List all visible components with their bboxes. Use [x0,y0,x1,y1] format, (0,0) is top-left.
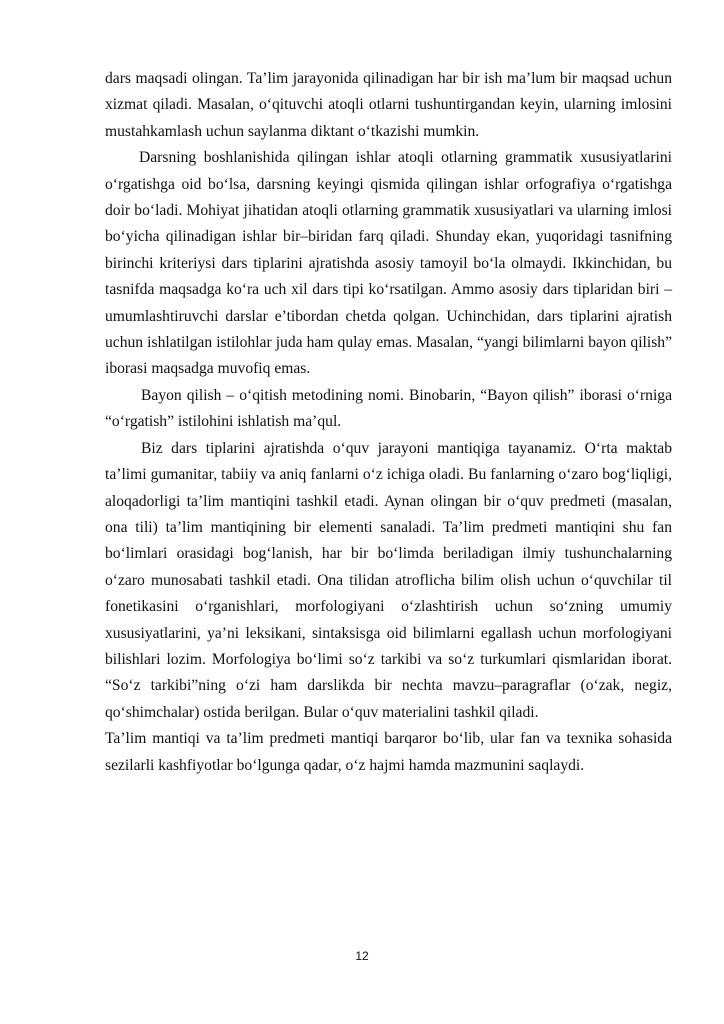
paragraph-2: Darsning boshlanishida qilingan ishlar atoqli otlarning grammatik xususiyatlarini o‘rgatishga oid bo‘lsa, darsning keyingi qismida qilingan ishlar orfografiya o‘rgatishga doir bo‘ladi. Mohiyat jihatidan atoqli otlarning grammatik xususiyatlari va ularning imlosi bo‘yicha qilinadigan ishlar bir–biridan farq qiladi. Shunday ekan, yuqoridagi tasnifning birinchi kriteriysi dars tiplarini ajratishda asosiy tamoyil bo‘la olmaydi. Ikkinchidan, bu tasnifda maqsadga ko‘ra uch xil dars tipi ko‘rsatilgan. Ammo asosiy dars tiplaridan biri – umumlashtiruvchi darslar e’tibordan chetda qolgan. Uchinchidan, dars tiplarini ajratish uchun ishlatilgan istilohlar juda ham qulay emas. Masalan, “yangi bilimlarni bayon qilish” iborasi maqsadga muvofiq emas. [105,149,672,378]
paragraph-4: Biz dars tiplarini ajratishda o‘quv jarayoni mantiqiga tayanamiz. O‘rta maktab ta’limi gumanitar, tabiiy va aniq fanlarni o‘z ichiga oladi. Bu fanlarning o‘zaro bog‘liqligi, aloqadorligi ta’lim mantiqini tashkil etadi. Aynan olingan bir o‘quv predmeti (masalan, ona tili) ta’lim mantiqining bir elementi sanaladi. Ta’lim predmeti mantiqini shu fan bo‘limlari orasidagi bog‘lanish, har bir bo‘limda beriladigan ilmiy tushunchalarning o‘zaro munosabati tashkil etadi. Ona tilidan atroflicha bilim olish uchun o‘quvchilar til fonetikasini o‘rganishlari, morfologiyani o‘zlashtirish uchun so‘zning umumiy xususiyatlarini, ya’ni leksikani, sintaksisga oid bilimlarni egallash uchun morfologiyani bilishlari lozim. Morfologiya bo‘limi so‘z tarkibi va so‘z turkumlari qismlaridan iborat. “So‘z tarkibi”ning o‘zi ham darslikda bir nechta mavzu–paragraflar (o‘zak, negiz, qo‘shimchalar) ostida berilgan. Bular o‘quv materialini tashkil qiladi. [105,439,672,721]
paragraph-5: Ta’lim mantiqi va ta’lim predmeti mantiqi barqaror bo‘lib, ular fan va texnika sohasida sezilarli kashfiyotlar bo‘lgunga qadar, o‘z hajmi hamda mazmunini saqlaydi. [105,730,672,774]
paragraph-3: Bayon qilish – o‘qitish metodining nomi. Binobarin, “Bayon qilish” iborasi o‘rniga “o‘rgatish” istilohini ishlatish ma’qul. [105,386,672,431]
body-text [105,66,672,779]
paragraph-1: dars maqsadi olingan. Ta’lim jarayonida qilinadigan har bir ish ma’lum bir maqsad uchun xizmat qiladi. Masalan, o‘qituvchi atoqli otlarni tushuntirgandan keyin, ularning imlosini mustahkamlash uchun saylanma diktant o‘tkazishi mumkin. [105,70,672,140]
page-number: 12 [355,949,369,963]
